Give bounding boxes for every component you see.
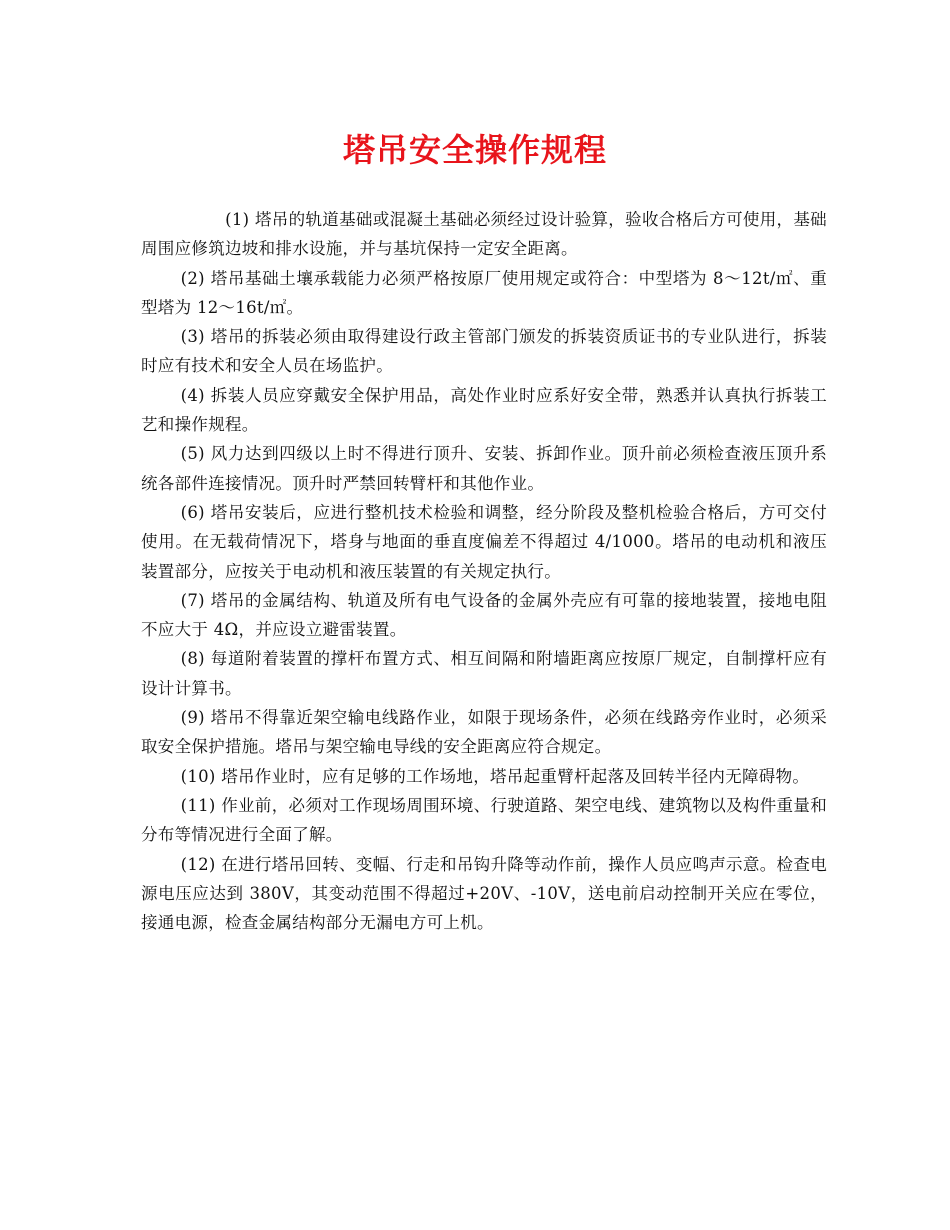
document-title: 塔吊安全操作规程: [342, 131, 607, 169]
paragraph-4: (4) 拆装人员应穿戴安全保护用品，高处作业时应系好安全带，熟悉并认真执行拆装工艺和操作规程。: [141, 385, 827, 435]
paragraph-10: (10) 塔吊作业时，应有足够的工作场地，塔吊起重臂杆起落及回转半径内无障碍物。: [180, 766, 810, 786]
paragraph-8: (8) 每道附着装置的撑杆布置方式、相互间隔和附墙距离应按原厂规定，自制撑杆应有设计计算书。: [141, 649, 827, 698]
paragraph-6: (6) 塔吊安装后，应进行整机技术检验和调整，经分阶段及整机检验合格后，方可交付使用。在无载荷情况下，塔身与地面的垂直度偏差不得超过 4/1000。塔吊的电动机和液压装置部分，应按关于电动机和液压装置的有关规定执行。: [141, 502, 827, 581]
paragraph-5: (5) 风力达到四级以上时不得进行顶升、安装、拆卸作业。顶升前必须检查液压顶升系统各部件连接情况。顶升时严禁回转臂杆和其他作业。: [141, 444, 827, 493]
paragraph-2: (2) 塔吊基础土壤承载能力必须严格按原厂使用规定或符合：中型塔为 8～12t/㎡、重型塔为 12～16t/㎡。: [141, 268, 827, 317]
paragraph-11: (11) 作业前，必须对工作现场周围环境、行驶道路、架空电线、建筑物以及构件重量和分布等情况进行全面了解。: [141, 795, 827, 845]
paragraph-3: (3) 塔吊的拆装必须由取得建设行政主管部门颁发的拆装资质证书的专业队进行，拆装时应有技术和安全人员在场监护。: [141, 327, 827, 376]
paragraph-7: (7) 塔吊的金属结构、轨道及所有电气设备的金属外壳应有可靠的接地装置，接地电阻不应大于 4Ω，并应设立避雷装置。: [141, 590, 827, 640]
document-body: [141, 205, 827, 937]
paragraph-9: (9) 塔吊不得靠近架空输电线路作业，如限于现场条件，必须在线路旁作业时，必须采取安全保护措施。塔吊与架空输电导线的安全距离应符合规定。: [141, 708, 827, 757]
paragraph-12: (12) 在进行塔吊回转、变幅、行走和吊钩升降等动作前，操作人员应鸣声示意。检查电源电压应达到 380V，其变动范围不得超过+20V、-10V，送电前启动控制开关应在零位，接通电源，检查金属结构部分无漏电方可上机。: [141, 854, 827, 933]
paragraph-1: (1) 塔吊的轨道基础或混凝土基础必须经过设计验算，验收合格后方可使用，基础周围应修筑边坡和排水设施，并与基坑保持一定安全距离。: [141, 210, 827, 259]
